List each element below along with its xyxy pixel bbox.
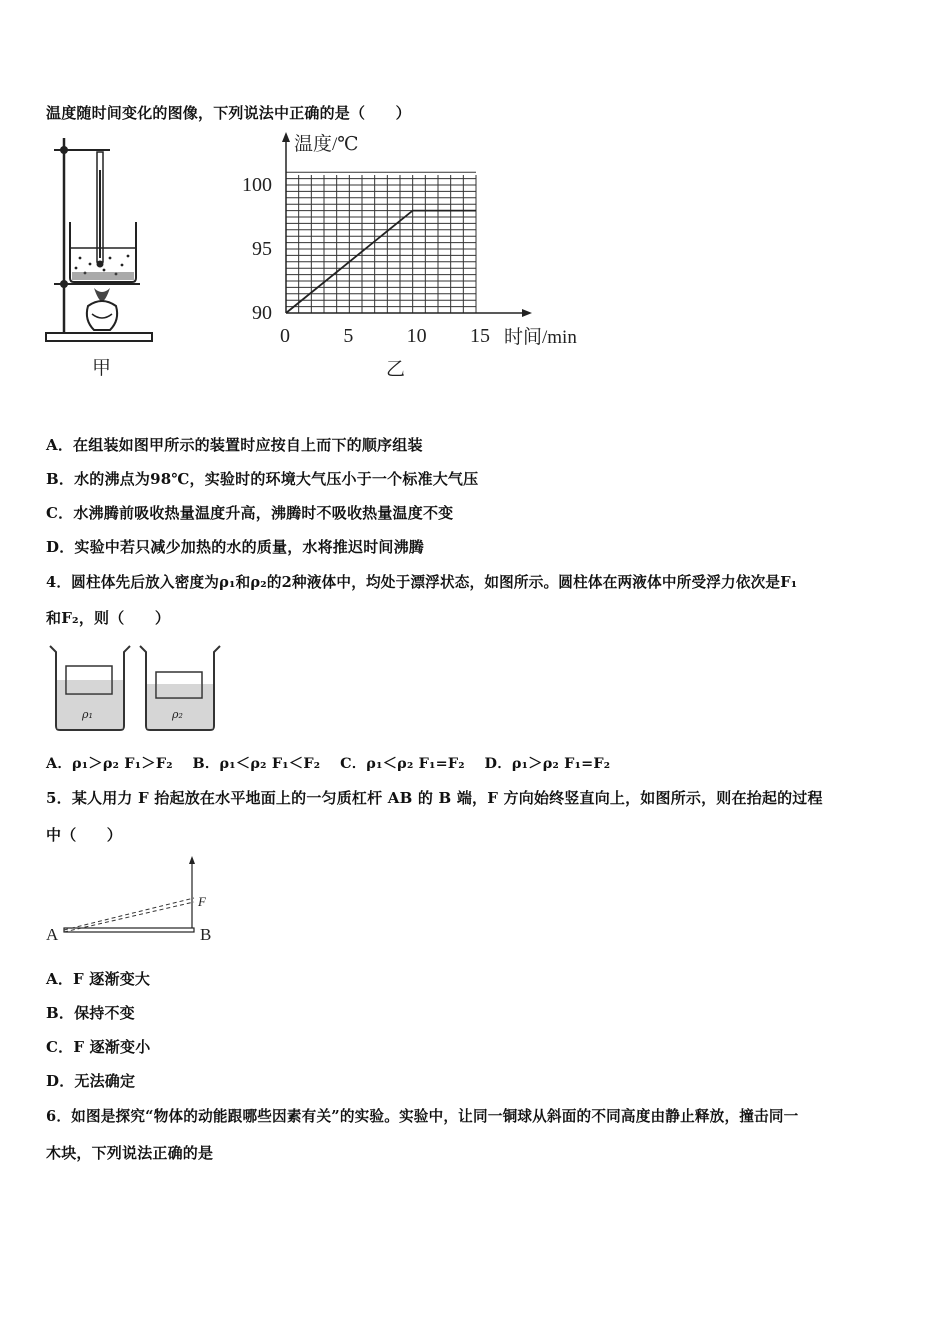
label-f: F (198, 894, 206, 909)
fig-jia-label: 甲 (92, 357, 112, 379)
q5-stem-line2: 中（ ） (46, 826, 123, 844)
temperature-time-chart (236, 128, 606, 383)
q3-option-c: C．水沸腾前吸收热量温度升高，沸腾时不吸收热量温度不变 (46, 504, 454, 522)
label-a: A (46, 925, 59, 944)
y-tick-label: 90 (252, 302, 272, 324)
lever-raised-dashed (64, 898, 194, 930)
x-tick-label: 15 (470, 325, 490, 347)
q4-options: A．ρ₁＞ρ₂ F₁＞F₂ B．ρ₁＜ρ₂ F₁＜F₂ C．ρ₁＜ρ₂ F₁=F₂ D．ρ₁＞ρ₂ F₁=F₂ (46, 755, 611, 772)
q4-stem-line2: 和F₂，则（ ） (46, 609, 171, 627)
y-axis-label: 温度/℃ (294, 134, 359, 155)
floating-cylinder-figure (46, 642, 226, 734)
label-b: B (200, 925, 212, 944)
lever-ab (64, 928, 194, 932)
rho2-label: ρ₂ (172, 708, 183, 721)
flame (94, 288, 110, 302)
chart-grid (286, 172, 476, 313)
boiling-apparatus-figure (40, 130, 170, 380)
q3-intro: 温度随时间变化的图像，下列说法中正确的是（ ） (46, 104, 411, 122)
rho1-label: ρ₁ (82, 708, 93, 721)
x-tick-label: 5 (343, 325, 354, 347)
q5-option-d: D．无法确定 (46, 1072, 136, 1090)
q4-stem-line1: 4．圆柱体先后放入密度为ρ₁和ρ₂的2种液体中，均处于漂浮状态，如图所示。圆柱体在两液体中所受浮力依次是F₁ (46, 574, 798, 591)
fig-yi-label: 乙 (386, 358, 406, 380)
q5-option-c: C．F 逐渐变小 (46, 1038, 151, 1056)
q5-option-a: A．F 逐渐变大 (46, 970, 151, 988)
q3-option-b: B．水的沸点为98℃，实验时的环境大气压小于一个标准大气压 (46, 470, 479, 488)
x-tick-label: 10 (406, 325, 427, 347)
x-tick-label: 0 (280, 325, 290, 347)
beaker-rho2 (140, 646, 220, 730)
q6-stem-line1: 6．如图是探究“物体的动能跟哪些因素有关”的实验。实验中，让同一铜球从斜面的不同高度由静止释放，撞击同一 (46, 1108, 799, 1125)
y-tick-label: 95 (252, 238, 272, 260)
q5-stem-line1: 5．某人用力 F 抬起放在水平地面上的一匀质杠杆 AB 的 B 端，F 方向始终竖直向上，如图所示，则在抬起的过程 (46, 789, 823, 807)
q6-stem-line2: 木块，下列说法正确的是 (46, 1144, 214, 1162)
chart-axes (282, 132, 532, 317)
y-tick-label: 100 (242, 174, 272, 196)
beaker-rho1 (50, 646, 130, 730)
q5-option-b: B．保持不变 (46, 1004, 135, 1022)
stand-base (46, 333, 152, 341)
alcohol-burner (87, 301, 117, 330)
q3-option-d: D．实验中若只减少加热的水的质量，水将推迟时间沸腾 (46, 538, 425, 556)
x-axis-label: 时间/min (504, 327, 577, 348)
q3-option-a: A．在组装如图甲所示的装置时应按自上而下的顺序组装 (46, 436, 423, 454)
lever-figure (44, 852, 234, 948)
